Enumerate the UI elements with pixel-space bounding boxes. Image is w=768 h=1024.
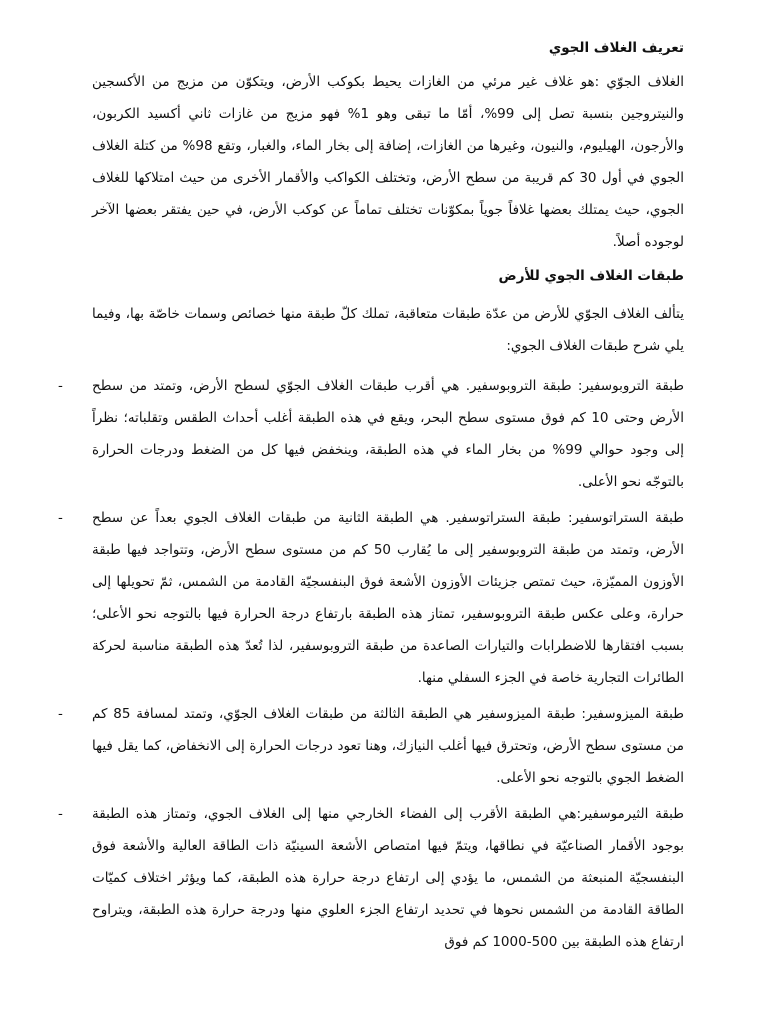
layer-text: طبقة الستراتوسفير: طبقة الستراتوسفير. هي الطبقة الثانية من طبقات الغلاف الجوي بعداً عن سطح الأرض، وتمتد من طبقة التروبوسفير إلى ما يُقارب 50 كم من مستوى سطح الأرض، وتتواجد فيها طبقة الأوزون المميّزة، حيث تمتص جزيئات الأوزون الأشعة فوق البنفسجيّة القادمة من الشمس، ثمّ تحويلها إلى حرارة، وعلى عكس طبقة التروبوسفير، تمتاز هذه الطبقة بارتفاع درجة الحرارة فيها بالتوجه نحو الأعلى؛ بسبب افتقارها للاضطرابات والتيارات الصاعدة من طبقة التروبوسفير، لذا تُعدّ هذه الطبقة مناسبة لحركة الطائرات التجارية خاصة في الجزء السفلي منها. xyxy=(92,510,684,686)
bullet-dash: - xyxy=(58,806,63,822)
layer-text: طبقة الثيرموسفير:هي الطبقة الأقرب إلى الفضاء الخارجي منها إلى الغلاف الجوي، وتمتاز هذه الطبقة بوجود الأقمار الصناعيّة في نطاقها، ويتمّ فيها امتصاص الأشعة السينيّة ذات الطاقة العالية والأشعة فوق البنفسجيّة المنبعثة من الشمس، ما يؤدي إلى ارتفاع درجة حرارة هذه الطبقة، كما ويؤثر اختلاف كميّات الطاقة القادمة من الشمس نحوها في تحديد ارتفاع الجزء العلوي منها ودرجة حرارة هذه الطبقة، ويتراوح ارتفاع هذه الطبقة بين 500-1000 كم فوق xyxy=(92,806,684,950)
bullet-dash: - xyxy=(58,378,63,394)
layer-item-thermosphere xyxy=(58,798,684,958)
bullet-dash: - xyxy=(58,510,63,526)
layer-text: طبقة التروبوسفير: طبقة التروبوسفير. هي أقرب طبقات الغلاف الجوّي لسطح الأرض، وتمتد من سطح الأرض وحتى 10 كم فوق مستوى سطح البحر، ويقع في هذه الطبقة أغلب أحداث الطقس وتقلباته؛ نظراً إلى وجود حوالي 99% من بخار الماء في هذه الطبقة، وينخفض فيها كل من الضغط ودرجات الحرارة بالتوجّه نحو الأعلى. xyxy=(92,378,685,490)
intro-paragraph: الغلاف الجوّي :هو غلاف غير مرئي من الغازات يحيط بكوكب الأرض، ويتكوّن من مزيج من الأكسجين والنيتروجين بنسبة تصل إلى 99%، أمّا ما تبقى وهو 1% فهو مزيج من غازات ثاني أكسيد الكربون، والأرجون، الهيليوم، والنيون، وغيرها من الغازات، إضافة إلى بخار الماء، والغبار، وتقع 98% من كتلة الغلاف الجوي في أول 30 كم قريبة من سطح الأرض، وتختلف الكواكب والأقمار الأخرى من حيث امتلاكها للغلاف الجوي، حيث يمتلك بعضها غلافاً جوياً بمكوّنات تختلف تماماً عن كوكب الأرض، في حين يفتقر بعضها الآخر لوجوده أصلاً. xyxy=(92,74,684,250)
layer-item-troposphere xyxy=(58,370,685,498)
layers-heading: طبقات الغلاف الجوي للأرض xyxy=(498,268,684,284)
layer-item-stratosphere xyxy=(58,502,684,694)
bullet-dash: - xyxy=(58,706,63,722)
page-title: تعريف الغلاف الجوي xyxy=(548,40,684,56)
layer-text: طبقة الميزوسفير: طبقة الميزوسفير هي الطبقة الثالثة من طبقات الغلاف الجوّي، وتمتد لمسافة 85 كم من مستوى سطح الأرض، وتحترق فيها أغلب النيازك، وهنا تعود درجات الحرارة إلى الانخفاض، كما يقل فيها الضغط الجوي بالتوجه نحو الأعلى. xyxy=(92,706,684,786)
layers-list xyxy=(58,370,685,958)
layers-intro-paragraph: يتألف الغلاف الجوّي للأرض من عدّة طبقات متعاقبة، تملك كلّ طبقة منها خصائص وسمات خاصّة بها، وفيما يلي شرح طبقات الغلاف الجوي: xyxy=(92,306,684,354)
layer-item-mesosphere xyxy=(58,698,684,794)
